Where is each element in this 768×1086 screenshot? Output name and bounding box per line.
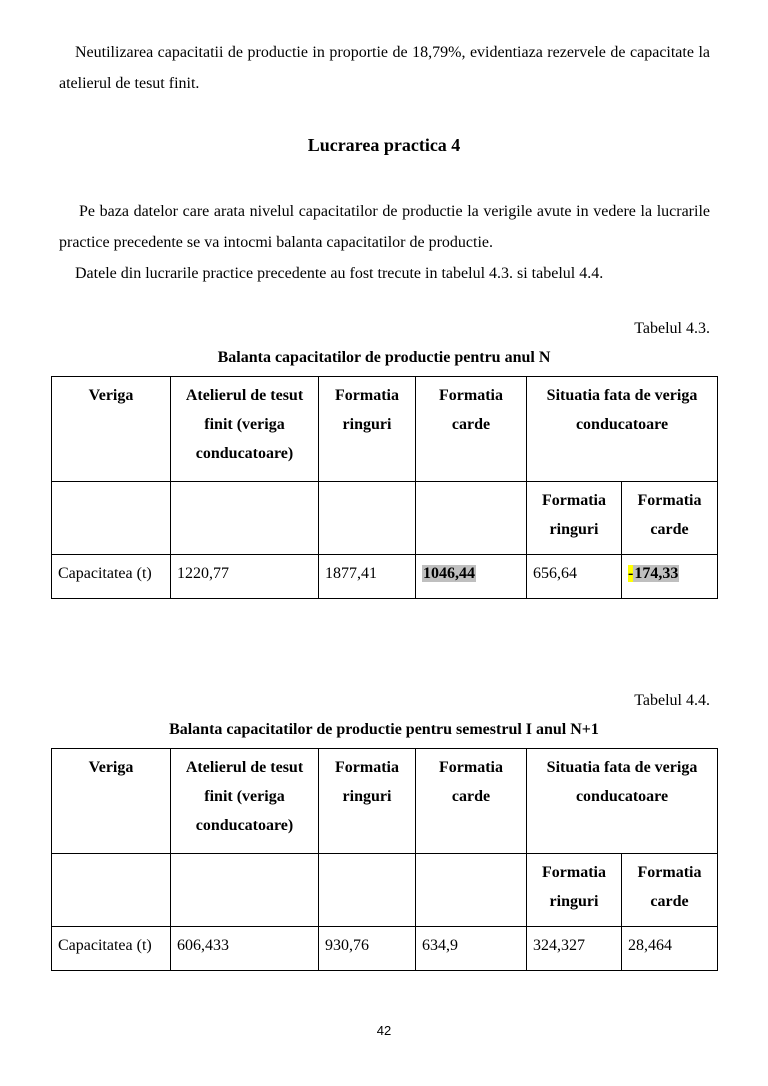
header-situatia: Situatia fata de veriga conducatoare — [527, 749, 718, 854]
header-veriga: Veriga — [52, 749, 171, 854]
section-title: Lucrarea practica 4 — [307, 135, 461, 155]
table-row — [52, 927, 718, 971]
header-veriga: Veriga — [52, 377, 171, 482]
cell-ringuri: 1877,41 — [319, 555, 416, 599]
header-situatia: Situatia fata de veriga conducatoare — [527, 377, 718, 482]
highlighted-value: 1046,44 — [423, 565, 475, 582]
subheader-ringuri: Formatia ringuri — [527, 854, 622, 927]
intro-paragraph: Neutilizarea capacitatii de productie in proportie de 18,79%, evidentiaza rezervele de capacitate la atelierul de tesut finit. — [59, 44, 710, 92]
row-label: Capacitatea (t) — [52, 555, 171, 599]
cell-carde — [416, 555, 527, 599]
table1-caption: Balanta capacitatilor de productie pentru anul N — [217, 349, 551, 366]
table1-label: Tabelul 4.3. — [634, 320, 710, 337]
cell-sit-ringuri: 324,327 — [527, 927, 622, 971]
header-atelier: Atelierul de tesut finit (veriga conducatoare) — [171, 377, 319, 482]
empty-cell — [171, 482, 319, 555]
table1-header-row — [52, 377, 718, 482]
row-label: Capacitatea (t) — [52, 927, 171, 971]
empty-cell — [319, 854, 416, 927]
header-ringuri: Formatia ringuri — [319, 377, 416, 482]
subheader-carde: Formatia carde — [622, 482, 718, 555]
table2-header-row — [52, 749, 718, 854]
cell-carde: 634,9 — [416, 927, 527, 971]
header-carde: Formatia carde — [416, 377, 527, 482]
header-carde: Formatia carde — [416, 749, 527, 854]
table2-caption: Balanta capacitatilor de productie pentru semestrul I anul N+1 — [169, 721, 599, 738]
empty-cell — [52, 482, 171, 555]
section-paragraph-2: Datele din lucrarile practice precedente au fost trecute in tabelul 4.3. si tabelul 4.4. — [75, 265, 604, 282]
table1-subheader-row — [52, 482, 718, 555]
empty-cell — [416, 482, 527, 555]
minus-sign: - — [628, 565, 634, 582]
cell-atelier: 606,433 — [171, 927, 319, 971]
highlighted-value: 174,33 — [634, 565, 679, 582]
cell-sit-carde — [622, 555, 718, 599]
table1 — [51, 376, 718, 599]
empty-cell — [171, 854, 319, 927]
cell-atelier: 1220,77 — [171, 555, 319, 599]
table-row — [52, 555, 718, 599]
cell-sit-ringuri: 656,64 — [527, 555, 622, 599]
cell-sit-carde: 28,464 — [622, 927, 718, 971]
page-number: 42 — [376, 1023, 392, 1038]
cell-ringuri: 930,76 — [319, 927, 416, 971]
empty-cell — [416, 854, 527, 927]
section-paragraph-1: Pe baza datelor care arata nivelul capacitatilor de productie la verigile avute in vedere la lucrarile practice precedente se va intocmi balanta capacitatilor de productie. — [59, 203, 710, 251]
table2-label: Tabelul 4.4. — [634, 692, 710, 709]
empty-cell — [319, 482, 416, 555]
table2-subheader-row — [52, 854, 718, 927]
subheader-ringuri: Formatia ringuri — [527, 482, 622, 555]
header-ringuri: Formatia ringuri — [319, 749, 416, 854]
subheader-carde: Formatia carde — [622, 854, 718, 927]
table2 — [51, 748, 718, 971]
empty-cell — [52, 854, 171, 927]
header-atelier: Atelierul de tesut finit (veriga conducatoare) — [171, 749, 319, 854]
